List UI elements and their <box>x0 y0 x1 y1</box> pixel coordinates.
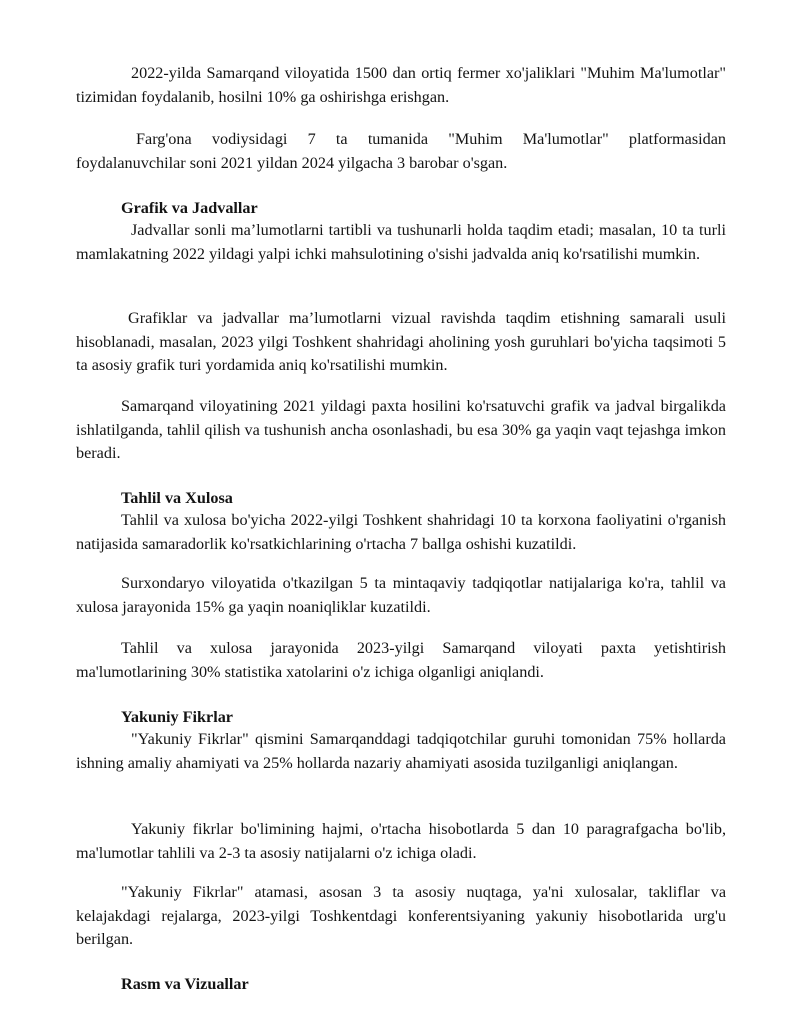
paragraph: "Yakuniy Fikrlar" qismini Samarqanddagi tadqiqotchilar guruhi tomonidan 75% hollarda ishning amaliy ahamiyati va 25% hollarda nazariy ahamiyati asosida tuzilganligi aniqlangan. <box>76 730 726 772</box>
section-heading: Tahlil va Xulosa <box>121 489 233 507</box>
paragraph: Grafiklar va jadvallar ma’lumotlarni vizual ravishda taqdim etishning samarali usuli hisoblanadi, masalan, 2023 yilgi Toshkent shahridagi aholining yosh guruhlari bo'yicha taqsimoti 5 ta asosiy grafik turi yordamida aniq ko'rsatilishi mumkin. <box>76 309 726 375</box>
section-heading: Rasm va Vizuallar <box>121 975 249 993</box>
paragraph: 2022-yilda Samarqand viloyatida 1500 dan ortiq fermer xo'jaliklari "Muhim Ma'lumotlar" tizimidan foydalanib, hosilni 10% ga oshirishga erishgan. <box>76 64 726 106</box>
paragraph: Surxondaryo viloyatida o'tkazilgan 5 ta mintaqaviy tadqiqotlar natijalariga ko'ra, tahlil va xulosa jarayonida 15% ga yaqin noaniqliklar kuzatildi. <box>76 574 726 616</box>
paragraph: Jadvallar sonli ma’lumotlarni tartibli va tushunarli holda taqdim etadi; masalan, 10 ta turli mamlakatning 2022 yildagi yalpi ichki mahsulotining o'sishi jadvalda aniq ko'rsatilishi mumkin. <box>76 221 726 263</box>
paragraph: Samarqand viloyatining 2021 yildagi paxta hosilini ko'rsatuvchi grafik va jadval birgalikda ishlatilganda, tahlil qilish va tushunish ancha osonlashadi, bu esa 30% ga yaqin vaqt tejashga imkon beradi. <box>76 397 726 463</box>
paragraph: Yakuniy fikrlar bo'limining hajmi, o'rtacha hisobotlarda 5 dan 10 paragrafgacha bo'lib, ma'lumotlar tahlili va 2-3 ta asosiy natijalarni o'z ichiga oladi. <box>76 820 726 862</box>
section-heading: Yakuniy Fikrlar <box>121 708 233 726</box>
section-heading: Grafik va Jadvallar <box>121 199 258 217</box>
paragraph: Farg'ona vodiysidagi 7 ta tumanida "Muhim Ma'lumotlar" platformasidan foydalanuvchilar soni 2021 yildan 2024 yilgacha 3 barobar o'sgan. <box>76 130 726 172</box>
paragraph: Tahlil va xulosa jarayonida 2023-yilgi Samarqand viloyati paxta yetishtirish ma'lumotlarining 30% statistika xatolarini o'z ichiga olganligi aniqlandi. <box>76 639 726 681</box>
paragraph: Tahlil va xulosa bo'yicha 2022-yilgi Toshkent shahridagi 10 ta korxona faoliyatini o'rganish natijasida samaradorlik ko'rsatkichlarining o'rtacha 7 ballga oshishi kuzatildi. <box>76 511 726 553</box>
paragraph: "Yakuniy Fikrlar" atamasi, asosan 3 ta asosiy nuqtaga, ya'ni xulosalar, takliflar va kelajakdagi rejalarga, 2023-yilgi Toshkentdagi konferentsiyaning yakuniy hisobotlarida urg'u berilgan. <box>76 883 726 949</box>
